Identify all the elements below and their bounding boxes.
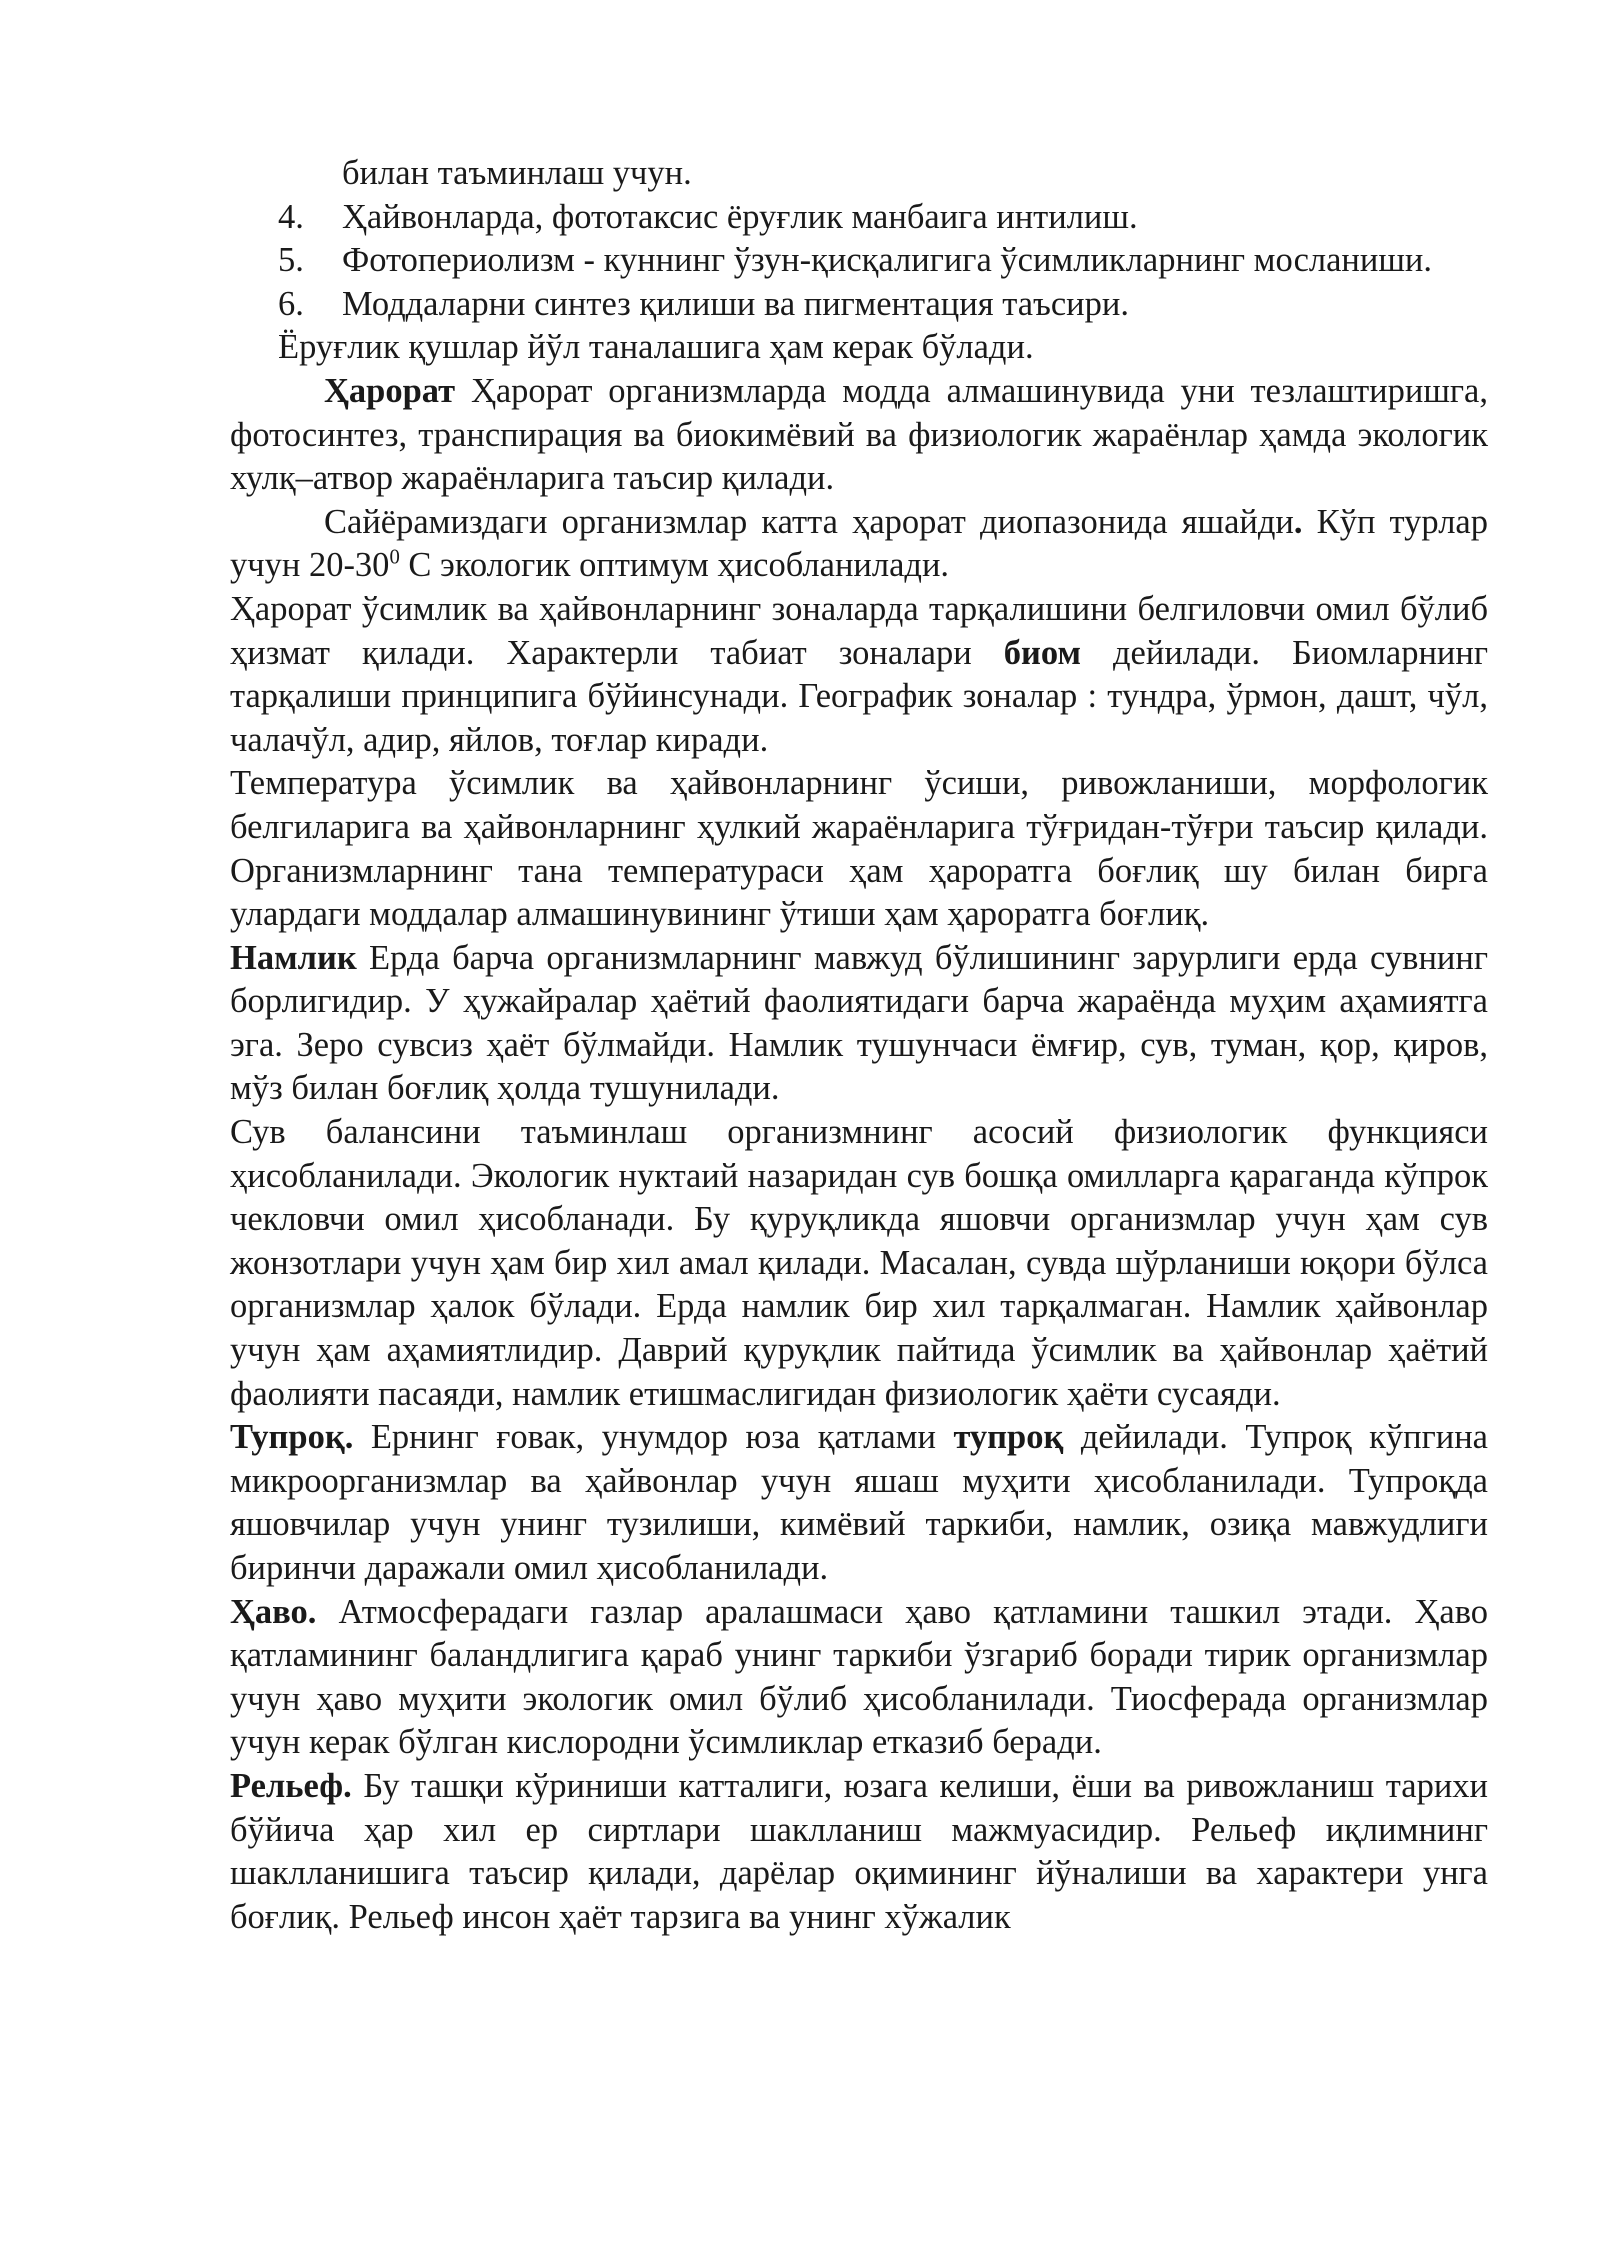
list-item-text: Фотопериолизм - куннинг ўзун-қисқалигига ўсимликларнинг мосланиши.: [342, 241, 1433, 280]
list-item: [230, 283, 1488, 327]
paragraph-air: [230, 1591, 1488, 1765]
paragraph-text: Ернинг ғовак, унумдор юза қатлами: [353, 1418, 954, 1457]
paragraph-text: С экологик оптимум ҳисобланилади.: [399, 546, 950, 585]
list-item: [230, 239, 1488, 283]
paragraph-text: Атмосферадаги газлар аралашмаси ҳаво қатламини ташкил этади. Ҳаво қатламининг баландлигига қараб унинг таркиби ўзгариб боради тирик организмлар учун ҳаво муҳити экологик омил бўлиб ҳисобланилади. Тиосферада организмлар учун керак бўлган кислородни ўсимликлар етказиб беради.: [230, 1592, 1488, 1762]
paragraph-water-balance: Сув балансини таъминлаш организмнинг асосий физиологик функцияси ҳисобланилади. Экологик нуктаий назаридан сув бошқа омилларга қараганда кўпрок чекловчи омил ҳисобланади. Бу қуруқликда яшовчи организмлар учун ҳам сув жонзотлари учун ҳам бир хил амал қилади. Масалан, сувда шўрланиши юқори бўлса организмлар ҳалок бўлади. Ерда намлик бир хил тарқалмаган. Намлик ҳайвонлар учун ҳам аҳамиятлидир. Даврий қуруқлик пайтида ўсимлик ва ҳайвонлар ҳаётий фаолияти пасаяди, намлик етишмаслигидан физиологик ҳаёти сусаяди.: [230, 1113, 1488, 1413]
paragraph-soil: [230, 1416, 1488, 1590]
paragraph-light-birds: Ёруғлик қушлар йўл таналашига ҳам керак бўлади.: [278, 328, 1034, 367]
section-heading-humidity: Намлик: [230, 938, 357, 977]
paragraph-text: Сайёрамиздаги организмлар катта ҳарорат диопазонида яшайди: [324, 502, 1294, 541]
paragraph-humidity: [230, 937, 1488, 1111]
section-heading-temperature: Ҳарорат: [324, 371, 456, 410]
paragraph-text: Ерда барча организмларнинг мавжуд бўлишининг зарурлиги ерда сувнинг борлигидир. У ҳужайралар ҳаётий фаолиятидаги барча жараёнда муҳим аҳамиятга эга. Зеро сувсиз ҳаёт бўлмайди. Намлик тушунчаси ёмғир, сув, туман, қор, қиров, мўз билан боғлиқ ҳолда тушунилади.: [230, 938, 1488, 1108]
document-page: [230, 152, 1488, 1939]
paragraph-text: дейилади. Биомларнинг тарқалиши принципига бўйинсунади. Географик зоналар : тундра, ўрмон, дашт, чўл, чалачўл, адир, яйлов, тоғлар киради.: [230, 633, 1488, 759]
paragraph-text: Ҳарорат ўсимлик ва ҳайвонларнинг зоналарда тарқалишини белгиловчи омил бўлиб ҳизмат қилади. Характерли табиат зоналари: [230, 589, 1488, 672]
bold-period: .: [1293, 502, 1303, 541]
list-item-number: 4.: [278, 197, 304, 236]
paragraph-temperature: [230, 370, 1488, 501]
term-soil: тупроқ: [953, 1418, 1064, 1457]
paragraph-text: дейилади. Тупроқ кўпгина микроорганизмлар ва ҳайвонлар учун яшаш муҳити ҳисобланилади. Тупроқда яшовчилар учун унинг тузилиши, кимёвий таркиби, намлик, озиқа мавжудлиги биринчи даражали омил ҳисобланилади.: [230, 1418, 1488, 1587]
paragraph-relief: [230, 1765, 1488, 1939]
paragraph-zones: [230, 588, 1488, 762]
term-biome: биом: [1003, 633, 1081, 672]
paragraph-text: Бу ташқи кўриниши катталиги, юзага келиши, ёши ва ривожланиш тарихи бўйича ҳар хил ер сиртлари шаклланиш мажмуасидир. Рельеф иқлимнинг шаклланишига таъсир қилади, дарёлар оқимининг йўналиши ва характери унга боғлиқ. Рельеф инсон ҳаёт тарзига ва унинг хўжалик: [230, 1766, 1488, 1936]
list-item-number: 5.: [278, 241, 304, 280]
section-heading-relief: Рельеф.: [230, 1766, 352, 1805]
list-item: [230, 196, 1488, 240]
paragraph-temperature-growth: Температура ўсимлик ва ҳайвонларнинг ўсиши, ривожланиши, морфологик белгиларига ва ҳайвонларнинг ҳулкий жараёнларига тўғридан-тўғри таъсир қилади. Организмларнинг тана температураси ҳам ҳароратга боғлиқ шу билан бирга улардаги моддалар алмашинувининг ўтиши ҳам ҳароратга боғлиқ.: [230, 764, 1488, 934]
section-heading-soil: Тупроқ.: [230, 1418, 354, 1457]
section-heading-air: Ҳаво.: [230, 1592, 317, 1631]
paragraph-text: Ҳарорат организмларда модда алмашинувида уни тезлаштиришга, фотосинтез, транспирация ва биокимёвий ва физиологик жараёнлар ҳамда экологик хулқ–атвор жараёнларига таъсир қилади.: [230, 371, 1488, 498]
paragraph-temperature-range: [230, 501, 1488, 588]
list-item-text: Моддаларни синтез қилиши ва пигментация таъсири.: [342, 284, 1129, 323]
paragraph-text: Кўп турлар учун 20-30: [230, 502, 1488, 585]
list-item-continuation: билан таъминлаш учун.: [342, 154, 692, 192]
list-item-number: 6.: [278, 284, 304, 323]
list-item-text: Ҳайвонларда, фототаксис ёруғлик манбаига интилиш.: [342, 197, 1138, 236]
degree-superscript: 0: [389, 546, 400, 569]
